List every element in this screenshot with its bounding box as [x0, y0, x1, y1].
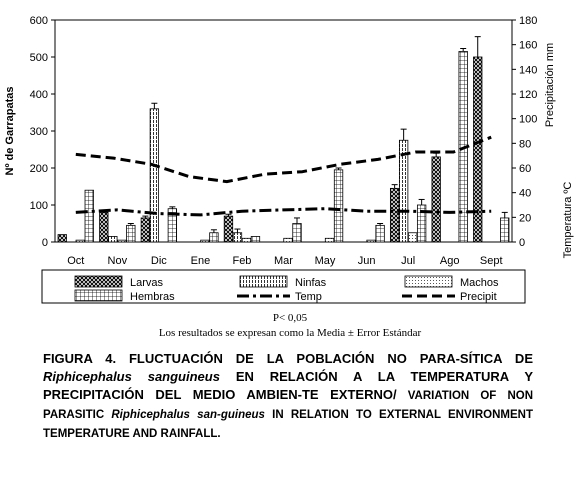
- bar-machos: [325, 238, 334, 242]
- y2-tick-label: 20: [519, 212, 532, 225]
- bar-larvas: [141, 218, 150, 242]
- x-tick-label: Jun: [357, 255, 376, 267]
- bar-ninfas: [150, 109, 159, 242]
- y-tick-label: 300: [29, 126, 48, 138]
- y-axis-title: Nº de Garrapatas: [4, 86, 16, 176]
- x-tick-label: Dic: [150, 255, 167, 267]
- legend-label: Larvas: [130, 277, 164, 289]
- caption-en-part1: VARIATION OF NON PARASITIC: [43, 390, 533, 421]
- legend-label: Hembras: [130, 291, 175, 303]
- legend-label: Ninfas: [295, 277, 327, 289]
- legend-label: Machos: [460, 277, 499, 289]
- legend-swatch-machos: [405, 276, 452, 287]
- figure-caption: [43, 350, 533, 443]
- bar-machos: [367, 240, 376, 242]
- y2-tick-label: 120: [519, 89, 538, 101]
- caption-species-1: Riphicephalus sanguineus: [43, 369, 220, 384]
- y2-axis-title: Temperatura ºC: [562, 181, 574, 259]
- legend-label: Precipit: [460, 291, 497, 303]
- caption-en-part2: IN RELATION TO EXTERNAL ENVIRONMENT TEMPERATURE AND RAINFALL.: [43, 409, 533, 440]
- bar-larvas: [390, 188, 399, 242]
- legend-label: Temp: [295, 291, 322, 303]
- bar-machos: [242, 238, 251, 242]
- x-tick-label: Nov: [107, 255, 128, 267]
- y2-tick-label: 60: [519, 163, 532, 175]
- bar-ninfas: [109, 236, 118, 242]
- bar-hembras: [334, 170, 343, 242]
- y2-tick-label: 140: [519, 64, 538, 77]
- y2-tick-label: 40: [519, 187, 532, 200]
- bar-ninfas: [233, 233, 242, 242]
- x-tick-label: Ene: [190, 255, 211, 267]
- bar-machos: [76, 240, 85, 242]
- plot-area: [4, 15, 574, 267]
- bar-larvas: [224, 216, 233, 242]
- y2-tick-label: 0: [519, 237, 526, 249]
- y-tick-label: 600: [29, 15, 48, 27]
- y2-tick-label: 100: [519, 113, 538, 126]
- bar-machos: [408, 233, 417, 242]
- precipit-line: [76, 137, 491, 181]
- legend-swatch-hembras: [75, 290, 122, 301]
- caption-es-part1: FIGURA 4. FLUCTUACIÓN DE LA POBLACIÓN NO PARA-SÍTICA DE: [43, 351, 533, 366]
- y-tick-label: 100: [29, 200, 48, 212]
- y2-tick-label: 160: [519, 39, 538, 52]
- bar-machos: [201, 240, 210, 242]
- results-note: Los resultados se expresan como la Media ± Error Estándar: [158, 327, 422, 339]
- caption-species-2: Riphicephalus san-guineus: [111, 409, 265, 421]
- y-tick-label: 500: [29, 52, 48, 64]
- x-tick-label: Feb: [232, 255, 252, 267]
- bar-larvas: [58, 235, 67, 242]
- x-tick-label: Mar: [274, 255, 293, 267]
- bar-hembras: [293, 224, 302, 243]
- legend: [42, 270, 525, 303]
- y-tick-label: 200: [29, 163, 48, 175]
- bar-larvas: [473, 57, 482, 242]
- bar-hembras: [127, 225, 135, 242]
- legend-swatch-larvas: [75, 276, 122, 287]
- y2-tick-label: 80: [519, 138, 532, 151]
- significance-note: P< 0,05: [272, 312, 308, 324]
- legend-swatch-ninfas: [240, 276, 287, 287]
- y-tick-label: 0: [41, 237, 48, 249]
- bar-machos: [284, 238, 293, 242]
- bar-hembras: [500, 218, 509, 242]
- bar-larvas: [100, 212, 109, 242]
- bar-hembras: [85, 190, 94, 242]
- x-tick-label: Jul: [401, 255, 416, 267]
- bar-hembras: [210, 233, 219, 242]
- y-tick-label: 400: [29, 89, 48, 101]
- y3-axis-title: Precipitación mm: [544, 42, 556, 128]
- bar-hembras: [251, 236, 259, 242]
- y2-tick-label: 180: [519, 15, 538, 27]
- bar-machos: [118, 240, 127, 242]
- bar-larvas: [432, 157, 441, 242]
- x-tick-label: Oct: [67, 255, 85, 267]
- x-tick-label: Ago: [439, 255, 460, 267]
- x-tick-label: May: [314, 255, 336, 267]
- caption-es-part2: EN RELACIÓN A LA TEMPERATURA Y PRECIPITACIÓN DEL MEDIO AMBIEN-TE EXTERNO/: [43, 369, 533, 402]
- x-tick-label: Sept: [479, 255, 503, 267]
- bar-hembras: [376, 225, 385, 242]
- temp-line: [76, 209, 491, 215]
